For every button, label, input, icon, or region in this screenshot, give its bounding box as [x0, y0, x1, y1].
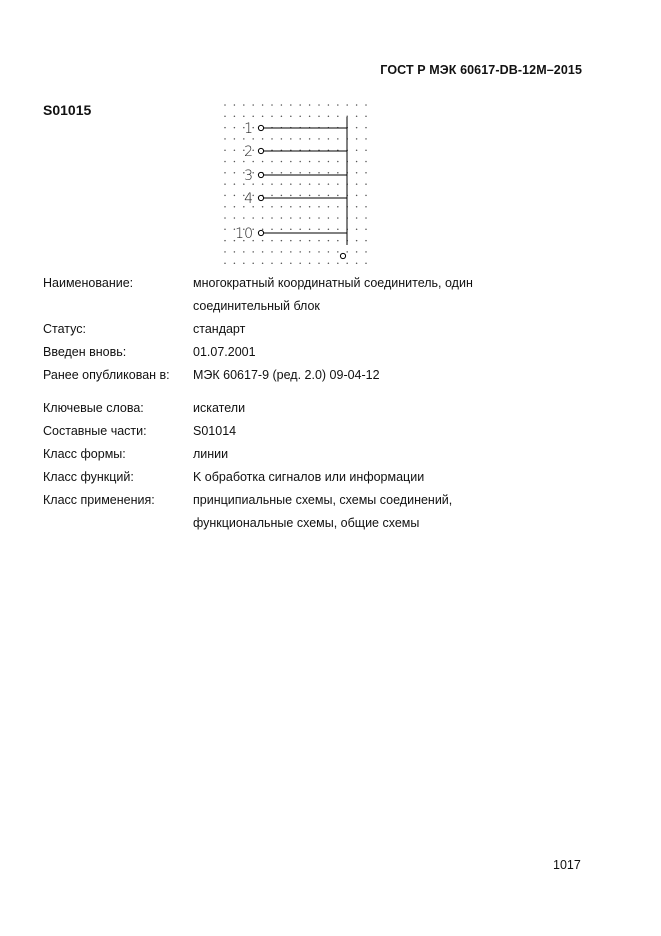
property-value: принципиальные схемы, схемы соединений, [193, 493, 453, 507]
grid-dot [365, 104, 367, 106]
grid-dot [271, 183, 273, 185]
grid-dot [271, 206, 273, 208]
grid-dot [365, 138, 367, 140]
group-spacer [43, 387, 603, 397]
grid-dot [224, 104, 226, 106]
grid-dot [299, 138, 301, 140]
grid-dot [356, 116, 358, 118]
grid-dot [262, 262, 264, 264]
terminal-circle [258, 172, 263, 177]
grid-dot [262, 138, 264, 140]
terminal-circle [258, 148, 263, 153]
grid-dot [309, 195, 311, 197]
grid-dot [337, 206, 339, 208]
grid-dot [224, 217, 226, 219]
property-label: Класс формы: [43, 447, 126, 461]
grid-dot [271, 104, 273, 106]
grid-dot [281, 229, 283, 231]
grid-dot [356, 217, 358, 219]
grid-dot [299, 161, 301, 163]
grid-dot [252, 251, 254, 253]
property-row [43, 272, 603, 295]
grid-dot [318, 251, 320, 253]
grid-dot [328, 217, 330, 219]
grid-dot [356, 251, 358, 253]
grid-dot [328, 240, 330, 242]
grid-dot [365, 195, 367, 197]
property-row [43, 489, 603, 512]
property-value: многократный координатный соединитель, один [193, 276, 473, 290]
grid-dot [234, 161, 236, 163]
grid-dot [252, 138, 254, 140]
grid-dot [243, 217, 245, 219]
grid-dot [356, 229, 358, 231]
grid-dot [346, 251, 348, 253]
grid-dot [281, 262, 283, 264]
grid-dot [234, 195, 236, 197]
grid-dot [299, 195, 301, 197]
grid-dot [309, 229, 311, 231]
terminal-label: 10 [235, 226, 253, 242]
grid-dot [309, 206, 311, 208]
grid-dot [290, 240, 292, 242]
grid-dot [365, 251, 367, 253]
grid-dot [328, 251, 330, 253]
grid-dot [365, 262, 367, 264]
property-value: K обработка сигналов или информации [193, 470, 425, 484]
grid-dot [328, 104, 330, 106]
grid-dot [318, 229, 320, 231]
grid-dot [262, 183, 264, 185]
property-row [43, 512, 603, 535]
terminal-label: 4 [244, 191, 253, 207]
property-value: S01014 [193, 424, 237, 438]
grid-dot [290, 206, 292, 208]
grid-dot [281, 116, 283, 118]
properties-group-main [43, 272, 603, 387]
property-value: функциональные схемы, общие схемы [193, 516, 420, 530]
grid-dot [234, 104, 236, 106]
terminal-circle [258, 230, 263, 235]
grid-dot [309, 262, 311, 264]
grid-dot [309, 104, 311, 106]
grid-dot [365, 172, 367, 174]
grid-dot [365, 127, 367, 129]
grid-dot [224, 183, 226, 185]
grid-dot [337, 172, 339, 174]
grid-dot [224, 229, 226, 231]
grid-dot [224, 251, 226, 253]
grid-dot [318, 262, 320, 264]
grid-dot [356, 127, 358, 129]
property-label: Ранее опубликован в: [43, 368, 170, 382]
grid-dot [356, 195, 358, 197]
grid-dot [318, 161, 320, 163]
grid-dot [234, 262, 236, 264]
property-row [43, 341, 603, 364]
grid-dot [234, 149, 236, 151]
grid-dot [271, 251, 273, 253]
grid-dot [243, 138, 245, 140]
grid-dot [234, 251, 236, 253]
grid-dot [252, 116, 254, 118]
grid-dot [346, 104, 348, 106]
property-value: 01.07.2001 [193, 345, 256, 359]
property-row [43, 466, 603, 489]
grid-dot [234, 217, 236, 219]
grid-dot [337, 229, 339, 231]
grid-dot [234, 183, 236, 185]
grid-dot [365, 229, 367, 231]
grid-dot [290, 251, 292, 253]
grid-dot [365, 116, 367, 118]
grid-dot [328, 138, 330, 140]
grid-dot [243, 104, 245, 106]
grid-dot [318, 116, 320, 118]
grid-dot [234, 116, 236, 118]
grid-dot [271, 138, 273, 140]
grid-dot [290, 172, 292, 174]
grid-dot [356, 149, 358, 151]
grid-dot [365, 161, 367, 163]
grid-dot [262, 116, 264, 118]
grid-dot [271, 172, 273, 174]
grid-dot [224, 262, 226, 264]
property-label: Статус: [43, 322, 86, 336]
grid-dot [337, 138, 339, 140]
grid-dot [224, 240, 226, 242]
grid-dot [337, 161, 339, 163]
grid-dot [318, 183, 320, 185]
grid-dot [309, 138, 311, 140]
grid-dot [328, 116, 330, 118]
grid-dot [299, 240, 301, 242]
property-label: Ключевые слова: [43, 401, 144, 415]
grid-dot [309, 183, 311, 185]
property-label: Класс применения: [43, 493, 155, 507]
grid-dot [318, 104, 320, 106]
property-row [43, 397, 603, 420]
grid-dot [328, 161, 330, 163]
property-row [43, 364, 603, 387]
property-row [43, 295, 603, 318]
symbol-lines [264, 117, 347, 245]
grid-dot [243, 116, 245, 118]
grid-dot [281, 138, 283, 140]
grid-dot [318, 138, 320, 140]
grid-dot [356, 206, 358, 208]
grid-dot [337, 240, 339, 242]
grid-dot [318, 240, 320, 242]
grid-dot [243, 262, 245, 264]
grid-dot [290, 217, 292, 219]
grid-dot [309, 172, 311, 174]
grid-dot [262, 251, 264, 253]
properties-group-classification [43, 397, 603, 535]
grid-dot [309, 217, 311, 219]
properties-table [43, 272, 603, 535]
property-label: Класс функций: [43, 470, 134, 484]
grid-dot [318, 206, 320, 208]
property-value: МЭК 60617-9 (ред. 2.0) 09-04-12 [193, 368, 380, 382]
grid-dot [299, 262, 301, 264]
grid-dot [271, 116, 273, 118]
property-label: Составные части: [43, 424, 147, 438]
grid-dot [346, 116, 348, 118]
grid-dot [281, 104, 283, 106]
grid-dot [290, 104, 292, 106]
grid-dot [271, 262, 273, 264]
grid-dot [299, 104, 301, 106]
grid-dot [271, 240, 273, 242]
grid-dot [281, 195, 283, 197]
grid-dot [224, 138, 226, 140]
symbol-drawing [222, 100, 372, 270]
grid-dot [318, 195, 320, 197]
grid-dot [290, 229, 292, 231]
grid-dot [281, 240, 283, 242]
grid-dot [365, 240, 367, 242]
property-label: Наименование: [43, 276, 134, 290]
grid-dot [337, 195, 339, 197]
grid-dot [262, 217, 264, 219]
property-value: искатели [193, 401, 246, 415]
terminal-label: 3 [244, 168, 253, 184]
grid-dot [318, 217, 320, 219]
grid-dot [281, 217, 283, 219]
property-row [43, 318, 603, 341]
grid-dot [328, 206, 330, 208]
grid-dot [365, 206, 367, 208]
grid-dot [299, 217, 301, 219]
grid-dot [309, 161, 311, 163]
grid-dot [328, 229, 330, 231]
grid-dot [243, 251, 245, 253]
grid-dot [224, 149, 226, 151]
grid-dot [309, 116, 311, 118]
grid-dot [299, 229, 301, 231]
document-header: ГОСТ Р МЭК 60617-DB-12M–2015 [380, 63, 582, 77]
grid-dot [262, 240, 264, 242]
grid-dot [365, 149, 367, 151]
grid-dot [281, 161, 283, 163]
grid-dot [365, 183, 367, 185]
grid-dot [234, 172, 236, 174]
grid-dot [328, 183, 330, 185]
grid-dot [252, 104, 254, 106]
grid-dot [271, 217, 273, 219]
property-row [43, 443, 603, 466]
grid-dot [328, 172, 330, 174]
grid-dot [328, 195, 330, 197]
page-number: 1017 [553, 858, 581, 872]
grid-dot [309, 251, 311, 253]
grid-dot [328, 262, 330, 264]
grid-dot [365, 217, 367, 219]
grid-dot [281, 206, 283, 208]
grid-dot [224, 127, 226, 129]
grid-dot [299, 206, 301, 208]
grid-dot [309, 240, 311, 242]
grid-dot [356, 104, 358, 106]
grid-dot [346, 262, 348, 264]
property-row [43, 420, 603, 443]
grid-dot [271, 161, 273, 163]
grid-dot [234, 138, 236, 140]
grid-dot [281, 183, 283, 185]
grid-dot [271, 229, 273, 231]
grid-dot [281, 251, 283, 253]
grid-dot [224, 161, 226, 163]
grid-dot [290, 116, 292, 118]
grid-dot [337, 183, 339, 185]
grid-dot [356, 183, 358, 185]
grid-dot [318, 172, 320, 174]
grid-dot [252, 217, 254, 219]
grid-dot [356, 240, 358, 242]
grid-dot [299, 172, 301, 174]
grid-dot [271, 195, 273, 197]
grid-dot [337, 251, 339, 253]
property-value: соединительный блок [193, 299, 320, 313]
property-label: Введен вновь: [43, 345, 127, 359]
grid-dot [224, 206, 226, 208]
grid-dot [299, 251, 301, 253]
grid-dot [299, 116, 301, 118]
grid-dot [262, 229, 264, 231]
symbol-code: S01015 [43, 102, 92, 118]
property-label [43, 295, 193, 318]
grid-dot [234, 206, 236, 208]
grid-dot [337, 217, 339, 219]
grid-dot [262, 161, 264, 163]
grid-dot [243, 161, 245, 163]
grid-dot [224, 172, 226, 174]
property-label [43, 512, 193, 535]
grid-dot [337, 262, 339, 264]
grid-dot [290, 183, 292, 185]
grid-dot [262, 206, 264, 208]
grid-dot [252, 161, 254, 163]
terminal-label: 2 [244, 144, 253, 160]
grid-dot [224, 195, 226, 197]
grid-dot [252, 262, 254, 264]
grid-dot [337, 104, 339, 106]
grid-dot [281, 172, 283, 174]
grid-dot [290, 195, 292, 197]
grid-dot [356, 262, 358, 264]
property-value: линии [193, 447, 229, 461]
grid-dot [356, 172, 358, 174]
bus-terminal-circle [340, 253, 345, 258]
grid-dot [234, 127, 236, 129]
terminal-circle [258, 125, 263, 130]
grid-dot [337, 116, 339, 118]
grid-dot [356, 161, 358, 163]
grid-dot [290, 138, 292, 140]
grid-dot [224, 116, 226, 118]
property-value: стандарт [193, 322, 246, 336]
terminal-circle [258, 195, 263, 200]
terminal-label: 1 [244, 121, 253, 137]
grid-dot [290, 161, 292, 163]
grid-dot [356, 138, 358, 140]
grid-dot [262, 104, 264, 106]
grid-dot [299, 183, 301, 185]
grid-dot [290, 262, 292, 264]
